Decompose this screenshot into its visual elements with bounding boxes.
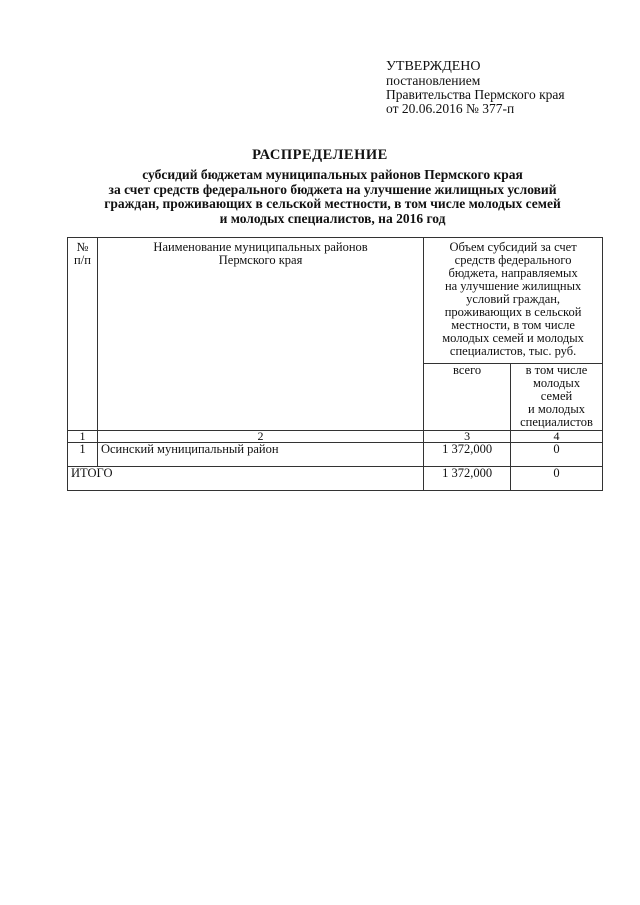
approval-line-2: постановлением [386, 73, 481, 88]
approval-title: УТВЕРЖДЕНО [386, 59, 481, 74]
header-subsidy-volume: Объем субсидий за счет средств федерального бюджета, направляемых на улучшение жилищных условий граждан, проживающих в сельской местности, в том числе молодых семей и молодых специалистов, тыс. руб. [424, 238, 603, 364]
distribution-table [67, 237, 603, 491]
approval-line-3: Правительства Пермского края [386, 87, 565, 102]
table-total-row [68, 467, 603, 491]
column-number-3: 3 [424, 431, 511, 443]
row-district-name: Осинский муниципальный район [97, 443, 423, 467]
approval-stamp [386, 60, 565, 116]
document-title: РАСПРЕДЕЛЕНИЕ [252, 147, 388, 163]
subtitle-line-1: субсидий бюджетам муниципальных районов Пермского края [142, 167, 523, 182]
table-row [68, 443, 603, 467]
subtitle-line-3: граждан, проживающих в сельской местности, в том числе молодых семей [104, 196, 561, 211]
column-number-1: 1 [68, 431, 98, 443]
header-district-name: Наименование муниципальных районов Пермского края [97, 238, 423, 431]
header-total: всего [424, 364, 511, 431]
column-number-row [68, 431, 603, 443]
total-label: ИТОГО [68, 467, 424, 491]
header-number: № п/п [68, 238, 98, 431]
total-young: 0 [511, 467, 603, 491]
subtitle-line-2: за счет средств федерального бюджета на улучшение жилищных условий [108, 181, 557, 197]
document-subtitle [60, 168, 605, 226]
header-young-families: в том числе молодых семей и молодых специалистов [511, 364, 603, 431]
approval-line-4: от 20.06.2016 № 377-п [386, 101, 515, 116]
row-young: 0 [511, 443, 603, 467]
subtitle-line-4: и молодых специалистов, на 2016 год [219, 210, 446, 226]
total-sum: 1 372,000 [424, 467, 511, 491]
column-number-2: 2 [97, 431, 423, 443]
column-number-4: 4 [511, 431, 603, 443]
row-number: 1 [68, 443, 98, 467]
row-total: 1 372,000 [424, 443, 511, 467]
table-header-row [68, 238, 603, 364]
